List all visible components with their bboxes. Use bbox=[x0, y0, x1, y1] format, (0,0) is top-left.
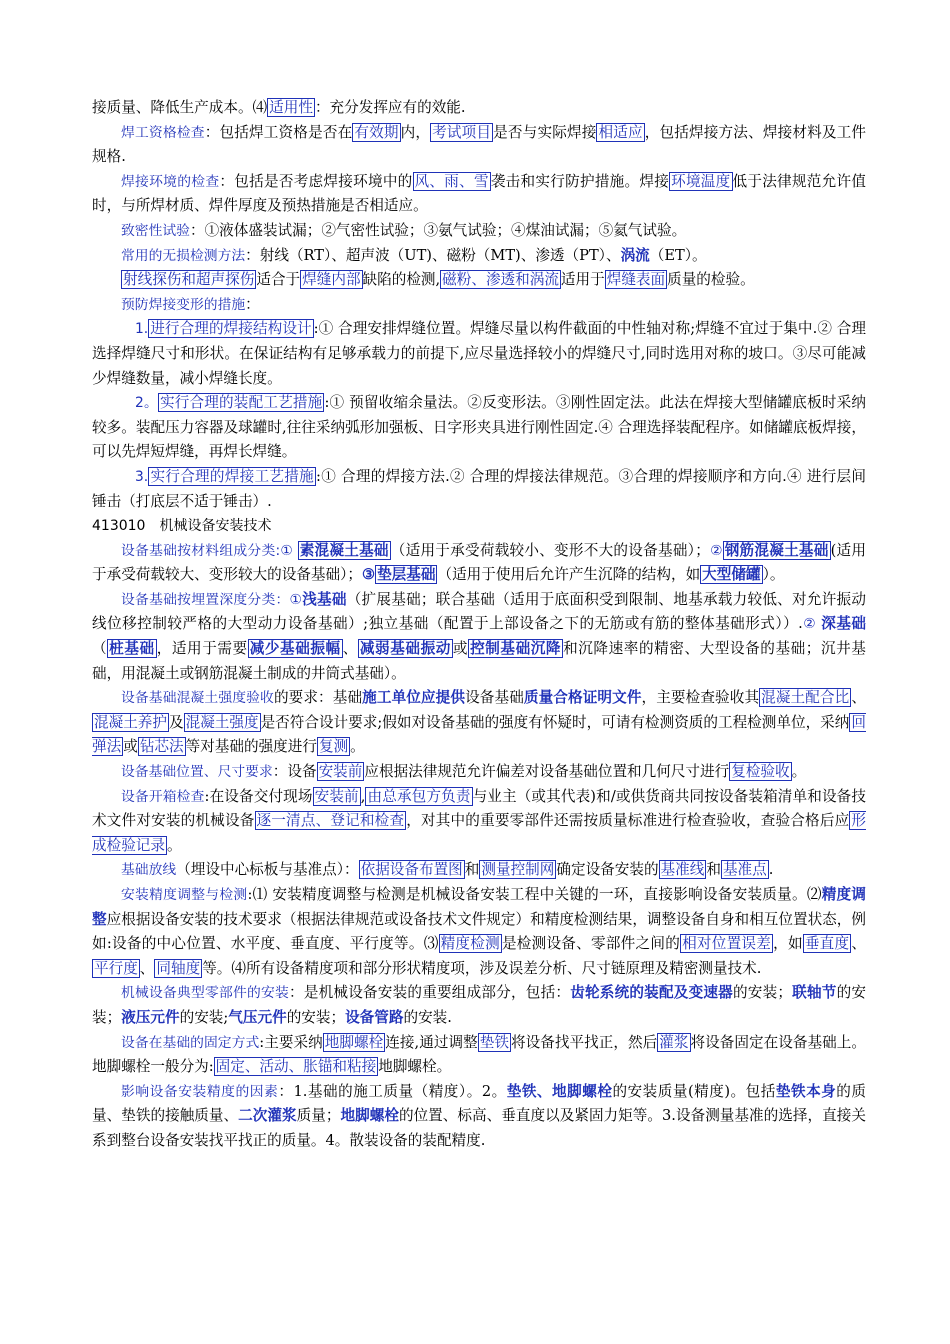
boxed-keyword: 焊缝表面 bbox=[606, 271, 666, 289]
document-page bbox=[92, 96, 866, 1154]
boxed-keyword: 安装前 bbox=[318, 763, 363, 781]
boxed-keyword: 实行合理的焊接工艺措施 bbox=[150, 467, 315, 485]
highlighted-term: 设备开箱检查 bbox=[121, 788, 205, 805]
boxed-keyword: 混凝土配合比 bbox=[761, 689, 850, 707]
highlighted-term: 地脚螺栓 bbox=[340, 1107, 399, 1125]
highlighted-term: 设备基础位置、尺寸要求 bbox=[121, 764, 273, 781]
highlighted-term: 质量合格证明文件 bbox=[523, 689, 642, 707]
highlighted-term: 垫铁、地脚螺栓 bbox=[506, 1082, 613, 1100]
highlighted-term: 机械设备典型零部件的安装 bbox=[121, 985, 290, 1002]
paragraph-precision-factors: 影响设备安装精度的因素：1.基础的施工质量（精度）。2。垫铁、地脚螺栓的安装质量(精度)。包括垫铁本身的质量、垫铁的接触质量、二次灌浆质量；地脚螺栓的位置、标高、垂直度以及紧固力矩等。3.设备测量基准的选择，直接关系到整台设备安装找平找正的质量。4。散装设备的装配精度. bbox=[92, 1082, 866, 1149]
paragraph-welding-environment: 焊接环境的检查：包括是否考虑焊接环境中的 风、雨、雪 袭击和实行防护措施。焊接 环境温度 低于法律规范允许值时，与所焊材质、焊件厚度及预热措施是否相适应。 bbox=[92, 172, 866, 215]
boxed-keyword: 混凝土强度 bbox=[185, 713, 259, 731]
highlighted-term: 深基础 bbox=[821, 615, 867, 633]
highlighted-term: 常用的无损检测方法 bbox=[121, 247, 246, 264]
boxed-keyword: 减少基础振幅 bbox=[249, 640, 341, 658]
highlighted-term: 施工单位应提供 bbox=[362, 689, 466, 707]
paragraph-welder-qualification: 焊工资格检查：包括焊工资格是否在 有效期 内， 考试项目 是否与实际焊接 相适应 ，包括焊接方法、焊接材料及工件规格. bbox=[92, 123, 866, 166]
paragraph-tightness-test: 致密性试验：①液体盛装试漏；②气密性试验；③氨气试验；④煤油试漏；⑤氦气试验。 bbox=[121, 221, 687, 239]
boxed-keyword: 有效期 bbox=[354, 123, 399, 141]
highlighted-term: 致密性试验 bbox=[121, 222, 190, 239]
boxed-keyword: 同轴度 bbox=[156, 959, 201, 977]
boxed-keyword: 钢筋混凝土基础 bbox=[724, 541, 829, 559]
boxed-keyword: 射线探伤和超声探伤 bbox=[123, 271, 255, 289]
boxed-keyword: 基准点 bbox=[722, 861, 767, 879]
boxed-keyword: 进行合理的焊接结构设计 bbox=[150, 320, 312, 338]
paragraph-deformation-measures: 预防焊接变形的措施： bbox=[121, 295, 260, 313]
boxed-keyword: 安装前 bbox=[314, 787, 359, 805]
boxed-keyword: 垫层基础 bbox=[377, 566, 436, 584]
boxed-keyword: 固定、活动、胀锚和粘接 bbox=[215, 1058, 377, 1076]
boxed-keyword: 垂直度 bbox=[804, 935, 850, 953]
paragraph-unpacking-inspection: 设备开箱检查:在设备交付现场 安装前 , 由总承包方负责 与业主（或其代表)和/或供货商共同按设备装箱清单和设备技术文件对安装的机械设备 逐一清点、登记和检查 ，对其中的重要零部件还需按质量标准进行检查验收，查验合格后应 形成检验记录 。 bbox=[92, 787, 866, 854]
boxed-keyword: 复检验收 bbox=[731, 763, 790, 781]
boxed-keyword: 控制基础沉降 bbox=[470, 640, 562, 658]
paragraph-concrete-strength: 设备基础混凝土强度验收的要求：基础施工单位应提供设备基础质量合格证明文件，主要检查验收其 混凝土配合比 、混凝土养护 及 混凝土强度 是否符合设计要求;假如对设备基础的强度有怀疑时，可请有检测资质的工程检测单位，采纳 回弹法 或 钻芯法 等对基础的强度进行 复测 。 bbox=[92, 689, 866, 756]
highlighted-term: ② bbox=[709, 542, 723, 559]
highlighted-term: 3. bbox=[135, 468, 149, 485]
boxed-keyword: 混凝土养护 bbox=[94, 713, 167, 731]
boxed-keyword: 基准线 bbox=[660, 861, 705, 879]
highlighted-term: 设备基础按埋置深度分类：① bbox=[121, 591, 303, 608]
section-heading: 413010 机械设备安装技术 bbox=[92, 518, 272, 535]
boxed-keyword: 考试项目 bbox=[432, 123, 492, 141]
boxed-keyword: 相适应 bbox=[598, 123, 643, 141]
boxed-keyword: 实行合理的装配工艺措施 bbox=[159, 394, 323, 412]
boxed-keyword: 相对位置误差 bbox=[682, 935, 772, 953]
boxed-keyword: 桩基础 bbox=[109, 640, 155, 658]
paragraph-precision-adjustment: 安装精度调整与检测:⑴ 安装精度调整与检测是机械设备安装工程中关键的一环，直接影响设备安装质量。⑵精度调整应根据设备安装的技术要求（根据法律规范或设备技术文件规定）和精度检测结果，调整设备自身和相互位置状态，例如:设备的中心位置、水平度、垂直度、平行度等。⑶ 精度检测 是检测设备、零部件之间的 相对位置误差 ，如 垂直度 、平行度 、 同轴度 等。⑷所有设备精度项和部分形状精度项，涉及误差分析、尺寸链原理及精密测量技术. bbox=[92, 886, 866, 977]
paragraph-ndt-application: 射线探伤和超声探伤 适合于 焊缝内部 缺陷的检测, 磁粉、渗透和涡流 适用于 焊缝表面 质量的检验。 bbox=[123, 271, 755, 289]
highlighted-term: 齿轮系统的装配及变速器 bbox=[570, 984, 733, 1002]
highlighted-term: 联轴节 bbox=[791, 984, 837, 1002]
paragraph-measure-2: 2。 实行合理的装配工艺措施 :① 预留收缩余量法。②反变形法。③刚性固定法。此法在焊接大型储罐底板时采纳较多。装配压力容器及球罐时,往往采纳弧形加强板、日字形夹具进行刚性固定.④ 合理选择装配程序。如储罐底板焊接，可以先焊短焊缝，再焊长焊缝。 bbox=[92, 394, 866, 461]
boxed-keyword: 素混凝土基础 bbox=[299, 541, 389, 559]
boxed-keyword: 由总承包方负责 bbox=[367, 787, 471, 805]
boxed-keyword: 环境温度 bbox=[671, 172, 731, 190]
highlighted-term: 预防焊接变形的措施 bbox=[121, 296, 246, 313]
paragraph-measure-3: 3. 实行合理的焊接工艺措施 :① 合理的焊接方法.② 合理的焊接法律规范。③合理的焊接顺序和方向.④ 进行层间锤击（打底层不适于锤击）. bbox=[92, 467, 866, 510]
boxed-keyword: 钻芯法 bbox=[139, 738, 184, 756]
boxed-keyword: 磁粉、渗透和涡流 bbox=[442, 271, 559, 289]
highlighted-term: 设备在基础的固定方式 bbox=[121, 1034, 260, 1051]
highlighted-term: 气压元件 bbox=[228, 1008, 287, 1026]
highlighted-term: 焊接环境的检查 bbox=[121, 173, 220, 190]
boxed-keyword: 焊缝内部 bbox=[302, 271, 361, 289]
boxed-keyword: 复测 bbox=[318, 738, 349, 756]
boxed-keyword: 风、雨、雪 bbox=[414, 172, 489, 190]
boxed-keyword: 逐一清点、登记和检查 bbox=[256, 812, 405, 830]
boxed-keyword: 大型储罐 bbox=[702, 566, 761, 584]
highlighted-term: 影响设备安装精度的因素 bbox=[121, 1083, 279, 1100]
paragraph-foundation-depth: 设备基础按埋置深度分类：①浅基础（扩展基础；联合基础（适用于底面积受到限制、地基承载力较低、对允许振动线位移控制较严格的大型动力设备基础）;独立基础（配置于上部设备之下的无筋或有筋的整体基础形式））.② 深基础（ 桩基础 ，适用于需要 减少基础振幅 、 减弱基础振动 或 控制基础沉降 和沉降速率的精密、大型设备的基础；沉井基础，用混凝土或钢筋混凝土制成的井筒式基础）。 bbox=[92, 590, 867, 682]
highlighted-term: 基础放线 bbox=[121, 862, 177, 879]
paragraph-foundation-position: 设备基础位置、尺寸要求：设备 安装前 应根据法律规范允许偏差对设备基础位置和几何尺寸进行 复检验收 。 bbox=[121, 763, 807, 781]
highlighted-term: 涡流 bbox=[620, 246, 650, 264]
paragraph-measure-1: 1. 进行合理的焊接结构设计 :① 合理安排焊缝位置。焊缝尽量以构件截面的中性轴对称;焊缝不宜过于集中.② 合理选择焊缝尺寸和形状。在保证结构有足够承载力的前提下,应尽量选择较小的焊缝尺寸,同时选用对称的坡口。③尽可能减少焊缝数量，减小焊缝长度。 bbox=[92, 320, 866, 387]
boxed-keyword: 平行度 bbox=[94, 959, 138, 977]
highlighted-term: 设备基础按材料组成分类 bbox=[121, 542, 276, 559]
highlighted-term: 垫铁本身 bbox=[775, 1082, 837, 1100]
boxed-keyword: 回弹法 bbox=[92, 713, 866, 756]
boxed-keyword: 地脚螺栓 bbox=[324, 1033, 384, 1051]
boxed-keyword: 精度检测 bbox=[440, 935, 500, 953]
highlighted-term: 2。 bbox=[135, 395, 158, 412]
highlighted-term: 安装精度调整与检测 bbox=[121, 887, 248, 903]
highlighted-term: 设备基础混凝土强度验收 bbox=[121, 690, 274, 707]
highlighted-term: 浅基础 bbox=[302, 590, 347, 608]
highlighted-term: ③ bbox=[361, 566, 376, 584]
boxed-keyword: 测量控制网 bbox=[481, 861, 555, 879]
highlighted-term: :① bbox=[275, 542, 298, 559]
boxed-keyword: 适用性 bbox=[269, 99, 313, 116]
highlighted-term: 精度调整 bbox=[92, 886, 866, 928]
paragraph-layout-line: 基础放线（埋设中心标板与基准点）： 依据设备布置图 和 测量控制网 确定设备安装的 基准线 和 基准点 . bbox=[121, 861, 774, 879]
paragraph-intro: 接质量、降低生产成本。⑷ 适用性 ：充分发挥应有的效能. bbox=[92, 99, 466, 116]
boxed-keyword: 灌浆 bbox=[659, 1033, 689, 1051]
highlighted-term: 设备管路 bbox=[345, 1008, 404, 1026]
boxed-keyword: 减弱基础振动 bbox=[359, 640, 451, 658]
highlighted-term: 液压元件 bbox=[121, 1008, 180, 1026]
paragraph-fixing-method: 设备在基础的固定方式:主要采纳 地脚螺栓 连接,通过调整 垫铁 将设备找平找正，然后 灌浆 将设备固定在设备基础上。地脚螺栓一般分为: 固定、活动、胀锚和粘接 地脚螺栓。 bbox=[92, 1033, 866, 1076]
boxed-keyword: 形成检验记录 bbox=[92, 812, 866, 854]
boxed-keyword: 依据设备布置图 bbox=[360, 861, 463, 879]
paragraph-typical-parts: 机械设备典型零部件的安装：是机械设备安装的重要组成部分，包括：齿轮系统的装配及变速器的安装；联轴节的安装；液压元件的安装;气压元件的安装；设备管路的安装. bbox=[92, 984, 866, 1026]
paragraph-foundation-material: 设备基础按材料组成分类:① 素混凝土基础 （适用于承受荷载较小、变形不大的设备基础）；② 钢筋混凝土基础 (适用于承受荷载较大、变形较大的设备基础）；③ 垫层基础 （适用于使用后允许产生沉降的结构，如 大型储罐 ）。 bbox=[92, 541, 866, 584]
highlighted-term: ② bbox=[802, 616, 817, 633]
boxed-keyword: 垫铁 bbox=[479, 1033, 509, 1051]
highlighted-term: 二次灌浆 bbox=[238, 1107, 297, 1125]
highlighted-term: 1. bbox=[135, 321, 149, 338]
highlighted-term: 焊工资格检查 bbox=[121, 124, 205, 141]
paragraph-ndt-methods: 常用的无损检测方法：射线（RT）、超声波（UT)、磁粉（MT)、渗透（PT）、涡流（ET）。 bbox=[121, 246, 707, 264]
